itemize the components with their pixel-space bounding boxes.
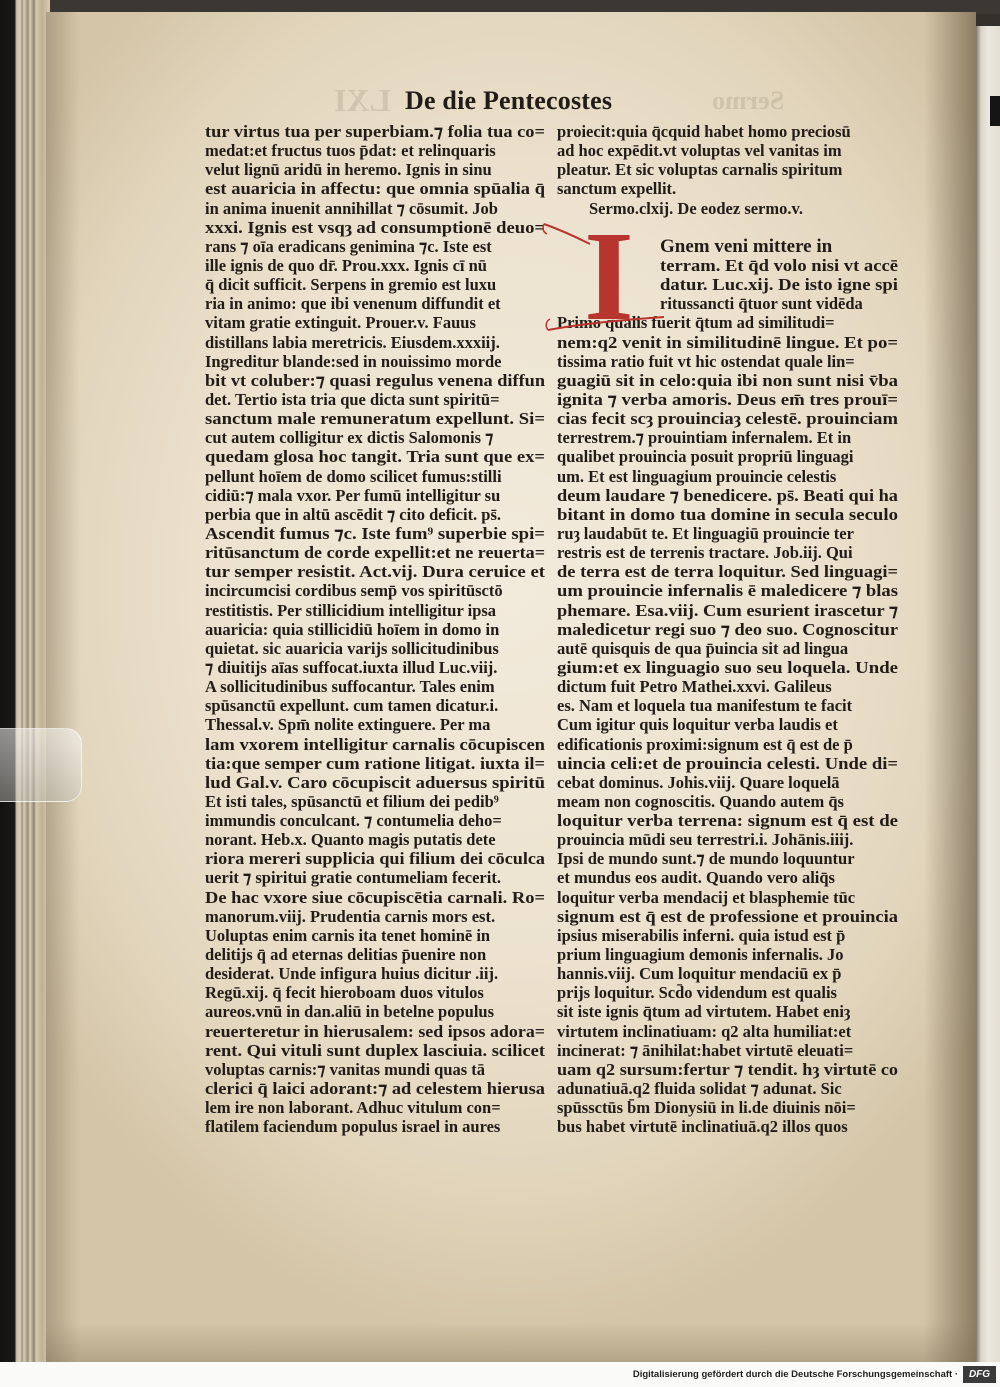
text-line-content: tur virtus tua per superbiam.⁊ folia tua co= xyxy=(205,122,545,141)
text-line-content: in anima inuenit annihillat ⁊ cōsumit. Job xyxy=(205,198,498,218)
text-line-content: clerici q̄ laici adorant:⁊ ad celestem hierusa xyxy=(205,1079,545,1099)
text-line xyxy=(205,601,545,620)
text-line-content: prouincia mūdi seu terrestri.i. Johānis.iiij. xyxy=(557,830,854,850)
text-line xyxy=(557,677,898,696)
text-line xyxy=(557,352,898,371)
text-line-content: loquitur verba terrena: signum est q̄ est de xyxy=(557,811,898,831)
text-line-content: signum est q̄ est de professione et prouincia xyxy=(557,906,899,926)
text-line xyxy=(205,1060,545,1079)
text-line xyxy=(660,256,898,275)
rubricated-initial: I xyxy=(584,205,634,347)
text-line xyxy=(205,199,545,218)
text-line-content: es. Nam et loquela tua manifestum te facit xyxy=(557,696,853,716)
text-line xyxy=(557,868,898,887)
text-line xyxy=(205,888,545,907)
left-text-column xyxy=(205,122,545,1136)
text-line-content: ruȝ laudabūt te. Et linguagiū prouincie ter xyxy=(557,523,854,543)
text-line-content: guagiū sit in celo:quia ibi non sunt nisi v̄ba xyxy=(557,370,898,390)
text-line xyxy=(557,1117,898,1136)
book-page-stack-edge xyxy=(0,0,50,1362)
text-line-content: riora mereri supplicia qui filium dei cōculca xyxy=(205,849,546,869)
text-line-content: um prouincie infernalis ē maledicere ⁊ blas xyxy=(557,581,899,601)
text-line-content: distillans labia meretricis. Eiusdem.xxxiij. xyxy=(205,332,500,352)
text-line xyxy=(205,275,545,294)
text-line-content: deum laudare ⁊ benedicere. ps̄. Beati qui ha xyxy=(557,485,898,505)
text-line-content: ille ignis de quo dr̄. Prou.xxx. Ignis cī nū xyxy=(205,255,487,275)
text-line xyxy=(205,313,545,332)
text-line-content: bus habet virtutē inclinatiuā.q2 illos quos xyxy=(557,1117,848,1137)
text-line-content: vitam gratie extinguit. Prouer.v. Fauus xyxy=(205,313,476,333)
text-line-content: Primo qualis fuerit q̄tum ad similitudi= xyxy=(557,313,835,333)
text-line xyxy=(205,926,545,945)
text-line xyxy=(205,122,545,141)
text-line-content: Ascendit fumus ⁊c. Iste fum⁹ superbie spi= xyxy=(205,523,545,543)
initial-bottom-hook xyxy=(546,319,550,330)
text-line xyxy=(205,486,545,505)
text-line xyxy=(205,179,545,198)
text-line xyxy=(205,141,545,160)
text-line xyxy=(557,1060,898,1079)
text-line xyxy=(557,486,898,505)
text-line xyxy=(660,275,898,294)
text-line-content: prijs loquitur. Scd̄o videndum est qualis xyxy=(557,983,837,1003)
text-line-content: est auaricia in affectu: que omnia spūalia q̄ xyxy=(205,179,546,199)
text-line-content: lud Gal.v. Caro cōcupiscit aduersus spiritū xyxy=(205,772,545,792)
text-line-content: sanctum male remuneratum expellunt. Si= xyxy=(205,409,545,429)
text-line xyxy=(205,1022,545,1041)
text-line-content: pleatur. Et sic voluptas carnalis spiritum xyxy=(557,160,843,180)
text-line-content: terram. Et q̄d volo nisi vt accē xyxy=(660,255,898,275)
text-line xyxy=(557,371,898,390)
text-line xyxy=(205,1098,545,1117)
text-line xyxy=(205,1002,545,1021)
text-line-content: voluptas carnis:⁊ vanitas mundi quas tā xyxy=(205,1059,486,1079)
text-line-content: De hac vxore siue cōcupiscētia carnali. Ro= xyxy=(205,887,546,907)
gutter-shadow xyxy=(924,12,976,1362)
text-line-content: um. Et est linguagium prouincie celestis xyxy=(557,466,837,486)
text-line xyxy=(205,945,545,964)
text-line xyxy=(205,620,545,639)
text-line-content: cias fecit scȝ prouinciaȝ celestē. prouinciam xyxy=(557,409,899,429)
text-line xyxy=(557,524,898,543)
text-line-content: uam q2 sursum:fertur ⁊ tendit. hȝ virtutē co xyxy=(557,1059,899,1079)
text-line xyxy=(557,639,898,658)
text-line xyxy=(557,983,898,1002)
text-line-content: Ipsi de mundo sunt.⁊ de mundo loquuntur xyxy=(557,849,855,869)
text-line xyxy=(205,830,545,849)
text-line-content: Uoluptas enim carnis ita tenet hominē in xyxy=(205,925,491,945)
right-column-opening-lines xyxy=(557,122,898,199)
text-line-content: tur semper resistit. Act.vij. Dura ceruice et xyxy=(205,562,546,582)
text-line-content: uincia celi:et de prouincia celesti. Unde di= xyxy=(557,753,899,773)
text-line xyxy=(557,715,898,734)
dfg-logo: DFG xyxy=(963,1366,996,1383)
text-line xyxy=(557,1041,898,1060)
text-line xyxy=(205,447,545,466)
text-line-content: spūsanctū expellunt. cum tamen dicatur.i. xyxy=(205,696,499,716)
text-line-content: quedam glosa hoc tangit. Tria sunt que ex= xyxy=(205,447,546,467)
text-line xyxy=(205,581,545,600)
text-line xyxy=(205,735,545,754)
text-line xyxy=(205,715,545,734)
text-line-content: bitant in domo tua domine in secula seculo xyxy=(557,504,899,524)
text-line-content: manorum.viij. Prudentia carnis mors est. xyxy=(205,906,496,926)
text-line xyxy=(660,237,898,256)
text-line-content: immundis conculcant. ⁊ contumelia deho= xyxy=(205,811,502,831)
text-line xyxy=(557,964,898,983)
text-line xyxy=(557,1098,898,1117)
adjacent-page-edge xyxy=(976,26,1000,1362)
text-line-content: aureos.vnū in dan.aliū in betelne populus xyxy=(205,1002,495,1022)
text-line xyxy=(557,888,898,907)
text-line xyxy=(557,907,898,926)
running-head: De die Pentecostes xyxy=(405,86,613,115)
text-line xyxy=(205,371,545,390)
text-line-content: Regū.xij. q̄ fecit hieroboam duos vitulos xyxy=(205,983,484,1003)
text-line xyxy=(557,160,898,179)
text-line-content: ipsius miserabilis inferni. quia istud est p̄ xyxy=(557,925,846,945)
text-line-content: maledicetur regi suo ⁊ deo suo. Cognoscitur xyxy=(557,619,898,639)
text-line-content: incircumcisi cordibus semp̄ vos spiritūsctō xyxy=(205,581,503,601)
sermon-heading-text: Sermo.clxij. De eodez sermo.v. xyxy=(589,198,803,218)
text-line xyxy=(557,696,898,715)
text-line xyxy=(557,601,898,620)
text-line-content: nem:q2 venit in similitudinē lingue. Et po= xyxy=(557,332,899,352)
text-line xyxy=(205,658,545,677)
text-line-content: restris est de terrenis tractare. Job.iij. Qui xyxy=(557,543,853,563)
text-line xyxy=(205,256,545,275)
text-line-content: ritussancti q̄tuor sunt vidēda xyxy=(660,294,863,314)
text-line xyxy=(205,1117,545,1136)
page-bottom-shadow xyxy=(46,1322,976,1362)
text-line-content: cidiū:⁊ mala vxor. Per fumū intelligitur su xyxy=(205,485,501,505)
text-line xyxy=(205,294,545,313)
text-line-content: ad hoc expēdit.vt voluptas vel vanitas im xyxy=(557,141,842,161)
text-line-content: meam non cognoscitis. Quando autem q̄s xyxy=(557,791,844,811)
text-line-content: q̄ dicit sufficit. Serpens in gremio est luxu xyxy=(205,275,497,295)
text-line xyxy=(205,983,545,1002)
text-line-content: adunatiuā.q2 fluida solidat ⁊ adunat. Sic xyxy=(557,1079,842,1099)
text-line-content: edificationis proximi:signum est q̄ est de p̄ xyxy=(557,734,853,754)
text-line-content: cebat dominus. Johis.viij. Quare loquelā xyxy=(557,772,840,792)
text-line-content: A sollicitudinibus suffocantur. Tales enim xyxy=(205,677,495,697)
text-line-content: incinerat: ⁊ ānihilat:habet virtutē eleuati= xyxy=(557,1040,854,1060)
text-line xyxy=(557,141,898,160)
text-line xyxy=(557,773,898,792)
text-line-content: medat:et fructus tuos p̄dat: et relinquaris xyxy=(205,141,496,161)
text-line xyxy=(557,1022,898,1041)
text-line xyxy=(205,505,545,524)
text-line-content: sanctum expellit. xyxy=(557,179,677,199)
text-line xyxy=(205,792,545,811)
text-line xyxy=(557,505,898,524)
text-line xyxy=(205,543,545,562)
text-line xyxy=(557,543,898,562)
text-line xyxy=(205,160,545,179)
text-line-content: Gnem veni mittere in xyxy=(660,235,833,257)
text-line xyxy=(205,562,545,581)
text-line xyxy=(205,849,545,868)
text-line xyxy=(205,754,545,773)
text-line-content: tissima ratio fuit vt hic ostendat quale lin= xyxy=(557,351,855,371)
text-line-content: pellunt hoīem de domo scilicet fumus:stilli xyxy=(205,466,502,486)
text-line-content: virtutem inclinatiuam: q2 alta humiliat:et xyxy=(557,1021,852,1041)
text-line-content: auaricia: quia stillicidiū hoīem in domo in xyxy=(205,619,500,639)
text-line xyxy=(557,562,898,581)
text-line-content: ria in animo: que ibi venenum diffundit et xyxy=(205,294,501,314)
text-line-content: rent. Qui vituli sunt duplex lasciuia. scilicet xyxy=(205,1040,546,1060)
text-line-content: datur. Luc.xij. De isto igne spi xyxy=(660,275,899,295)
text-line-content: xxxi. Ignis est vsqȝ ad consumptionē deuo= xyxy=(205,217,546,237)
text-line-content: hannis.viij. Cum loquitur mendaciū ex p̄ xyxy=(557,964,842,984)
text-line-content: gium:et ex linguagio suo seu loquela. Unde xyxy=(557,657,899,677)
text-line xyxy=(557,620,898,639)
text-line xyxy=(205,428,545,447)
text-line xyxy=(557,926,898,945)
text-line xyxy=(557,447,898,466)
text-line xyxy=(205,773,545,792)
text-line xyxy=(557,811,898,830)
text-line-content: qualibet prouincia posuit propriū linguagi xyxy=(557,447,854,467)
text-line xyxy=(205,333,545,352)
text-line xyxy=(557,428,898,447)
text-line xyxy=(660,294,898,313)
text-line xyxy=(205,677,545,696)
bleed-through-word: Sermo xyxy=(712,86,785,115)
text-line xyxy=(557,658,898,677)
text-line xyxy=(557,467,898,486)
text-line xyxy=(205,964,545,983)
text-line xyxy=(557,945,898,964)
text-line-content: loquitur verba mendacij et blasphemie tūc xyxy=(557,887,856,907)
text-line-content: velut lignū aridū in heremo. Ignis in sinu xyxy=(205,160,492,180)
text-line-content: tia:que semper cum ratione litigat. iuxta il= xyxy=(205,753,545,773)
text-line xyxy=(205,696,545,715)
text-line-content: quietat. sic auaricia varijs sollicitudinibus xyxy=(205,638,499,658)
text-line-content: reuerteretur in hierusalem: sed ipsos adora= xyxy=(205,1021,545,1041)
text-line xyxy=(557,792,898,811)
text-line xyxy=(205,218,545,237)
text-line-content: ⁊ diuitijs aīas suffocat.iuxta illud Luc.viij. xyxy=(205,657,498,677)
text-line xyxy=(205,524,545,543)
text-line xyxy=(205,1041,545,1060)
text-line-content: proiecit:quia q̄cquid habet homo preciosū xyxy=(557,122,851,141)
text-line xyxy=(205,390,545,409)
text-line-content: bit vt coluber:⁊ quasi regulus venena diffun xyxy=(205,370,546,390)
text-line xyxy=(557,581,898,600)
bleed-through-folio: LXI xyxy=(334,82,391,118)
text-line xyxy=(557,754,898,773)
text-line xyxy=(205,409,545,428)
text-line-content: lam vxorem intelligitur carnalis cōcupiscen xyxy=(205,734,545,754)
text-line-content: cut autem colligitur ex dictis Salomonis ⁊ xyxy=(205,428,494,448)
text-line xyxy=(205,237,545,256)
text-line-content: Thessal.v. Spm̄ nolite extinguere. Per ma xyxy=(205,715,491,735)
right-column-body-lines xyxy=(557,313,898,1136)
text-line-content: de terra est de terra loquitur. Sed linguagi= xyxy=(557,562,898,582)
text-line xyxy=(557,1002,898,1021)
text-line xyxy=(205,811,545,830)
text-line xyxy=(205,1079,545,1098)
text-line xyxy=(557,1079,898,1098)
text-line-content: phemare. Esa.viij. Cum esurient irascetur ⁊ xyxy=(557,600,898,620)
text-line-content: ignita ⁊ verba amoris. Deus em̄ tres prouī= xyxy=(557,389,899,409)
text-line xyxy=(205,467,545,486)
text-line xyxy=(205,639,545,658)
text-line xyxy=(557,390,898,409)
text-line-content: ritūsanctum de corde expellit:et ne reuerta= xyxy=(205,543,546,563)
text-line-content: perbia que in altū ascēdit ⁊ cito deficit. ps̄. xyxy=(205,504,502,524)
digitization-footer xyxy=(0,1362,1000,1387)
text-line xyxy=(557,409,898,428)
text-line-content: rans ⁊ oīa eradicans genimina ⁊c. Iste est xyxy=(205,236,492,256)
text-line xyxy=(205,907,545,926)
text-line xyxy=(205,352,545,371)
sermon-heading xyxy=(589,199,898,218)
page-clip xyxy=(0,728,82,802)
text-line-content: prium linguagium demonis infernalis. Jo xyxy=(557,945,844,965)
text-line-content: flatilem faciendum populus israel in aures xyxy=(205,1117,501,1137)
text-line-content: norant. Heb.x. Quanto magis putatis dete xyxy=(205,830,496,850)
text-line xyxy=(557,179,898,198)
edge-tab xyxy=(990,96,1000,126)
text-line xyxy=(557,849,898,868)
text-line-content: Et isti tales, spūsanctū et filium dei pedib⁹ xyxy=(205,791,499,811)
text-line-content: desiderat. Unde infigura huius dicitur .iij. xyxy=(205,964,499,984)
text-line-content: restitistis. Per stillicidium intelligitur ipsa xyxy=(205,600,497,620)
text-line-content: sit iste ignis q̄tum ad virtutem. Habet eniȝ xyxy=(557,1002,851,1022)
text-line-content: terrestrem.⁊ prouintiam infernalem. Et in xyxy=(557,428,852,448)
text-line xyxy=(557,122,898,141)
page-edge-shadow xyxy=(46,12,80,1362)
text-line-content: et mundus eos audit. Quando vero aliq̄s xyxy=(557,868,835,888)
text-line xyxy=(557,830,898,849)
text-line xyxy=(205,868,545,887)
text-line-content: Ingreditur blande:sed in nouissimo morde xyxy=(205,351,502,371)
text-line-content: uerit ⁊ spiritui gratie contumeliam fecerit. xyxy=(205,868,501,888)
text-line-content: dictum fuit Petro Mathei.xxvi. Galileus xyxy=(557,677,832,697)
text-line-content: delitijs q̄ ad eternas delitias p̄uenire non xyxy=(205,945,487,965)
text-line-content: autē quisquis de qua p̄uincia sit ad lingua xyxy=(557,638,849,658)
text-line xyxy=(557,735,898,754)
funding-credit: Digitalisierung gefördert durch die Deutsche Forschungsgemeinschaft · xyxy=(632,1369,958,1380)
text-line-content: det. Tertio ista tria que dicta sunt spiritū= xyxy=(205,389,500,409)
text-line-content: Cum igitur quis loquitur verba laudis et xyxy=(557,715,838,735)
text-line-content: spūssctūs b̄m Dionysiū in li.de diuinis nōi= xyxy=(557,1098,856,1118)
text-line-content: lem ire non laborant. Adhuc vitulum con= xyxy=(205,1098,501,1118)
